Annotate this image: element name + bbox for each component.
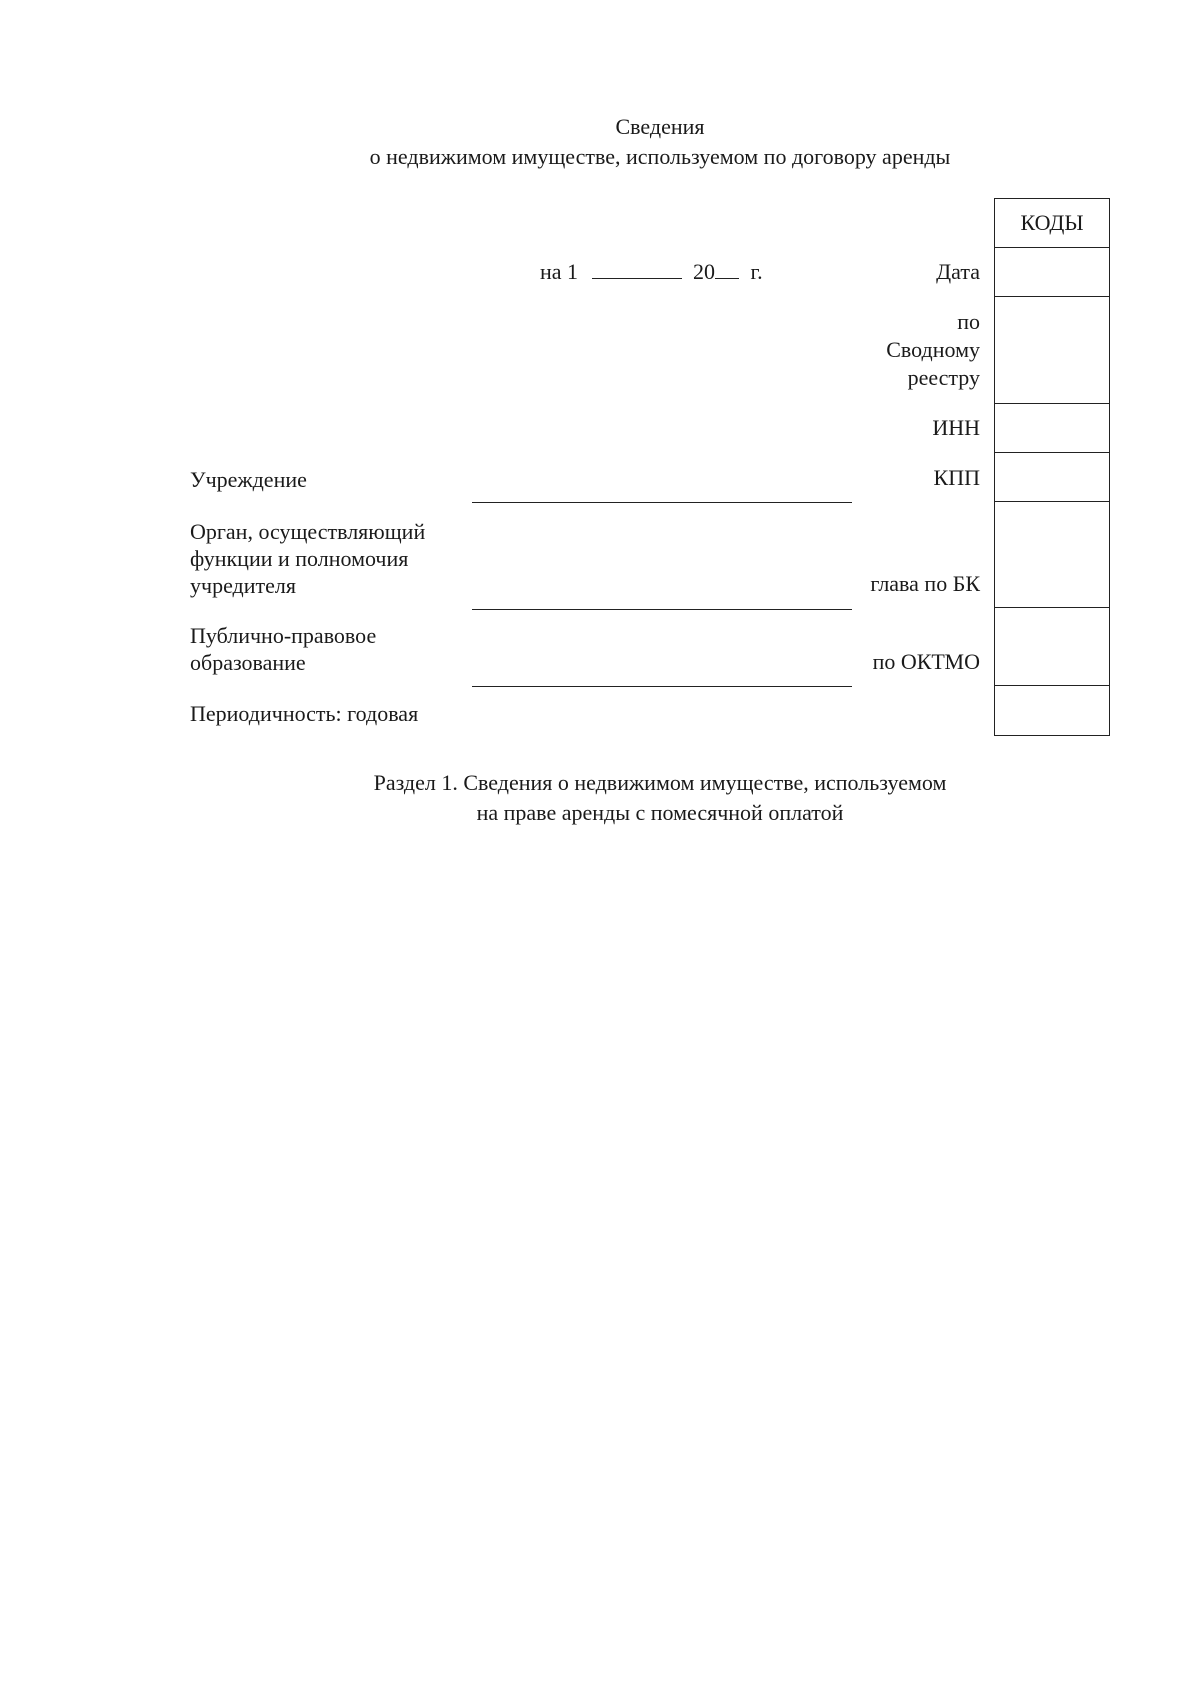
founder-field[interactable] xyxy=(472,609,852,610)
code-cell-periodicity[interactable] xyxy=(995,686,1109,736)
month-blank[interactable] xyxy=(592,258,682,279)
codes-table xyxy=(994,198,1110,736)
registry-label-line-1: по xyxy=(957,309,980,334)
section-title-line-1: Раздел 1. Сведения о недвижимом имуществе, используемом xyxy=(373,770,947,795)
title-line-1: Сведения xyxy=(615,114,705,139)
document-title xyxy=(300,112,1020,172)
code-cell-bk-chapter[interactable] xyxy=(995,502,1109,608)
public-entity-label xyxy=(190,622,376,676)
code-cell-registry[interactable] xyxy=(995,297,1109,404)
founder-label xyxy=(190,518,425,599)
public-entity-field[interactable] xyxy=(472,686,852,687)
codes-label-registry xyxy=(805,308,980,392)
codes-label-kpp: КПП xyxy=(933,465,980,490)
periodicity-label: Периодичность: годовая xyxy=(190,701,419,726)
institution-field[interactable] xyxy=(472,502,852,503)
codes-header: КОДЫ xyxy=(995,199,1109,248)
year-prefix: 20 xyxy=(693,259,716,284)
report-date-line xyxy=(540,258,800,286)
code-cell-oktmo[interactable] xyxy=(995,608,1109,686)
section-title-line-2: на праве аренды с помесячной оплатой xyxy=(476,800,844,825)
codes-label-date: Дата xyxy=(936,259,980,284)
year-blank[interactable] xyxy=(715,258,739,279)
date-suffix: г. xyxy=(750,259,763,284)
founder-label-line-2: функции и полномочия xyxy=(190,546,409,571)
institution-label: Учреждение xyxy=(190,467,307,492)
codes-label-inn: ИНН xyxy=(932,415,980,440)
codes-label-bk-chapter: глава по БК xyxy=(870,571,980,596)
code-cell-date[interactable] xyxy=(995,248,1109,297)
section-title xyxy=(300,768,1020,828)
code-cell-inn[interactable] xyxy=(995,404,1109,453)
codes-label-oktmo: по ОКТМО xyxy=(872,649,980,674)
public-entity-label-line-2: образование xyxy=(190,650,306,675)
registry-label-line-3: реестру xyxy=(907,365,980,390)
public-entity-label-line-1: Публично-правовое xyxy=(190,623,377,648)
registry-label-line-2: Сводному xyxy=(886,337,980,362)
founder-label-line-3: учредителя xyxy=(190,573,296,598)
code-cell-kpp[interactable] xyxy=(995,453,1109,502)
founder-label-line-1: Орган, осуществляющий xyxy=(190,519,426,544)
title-line-2: о недвижимом имуществе, используемом по договору аренды xyxy=(369,144,951,169)
date-prefix: на 1 xyxy=(540,259,579,284)
